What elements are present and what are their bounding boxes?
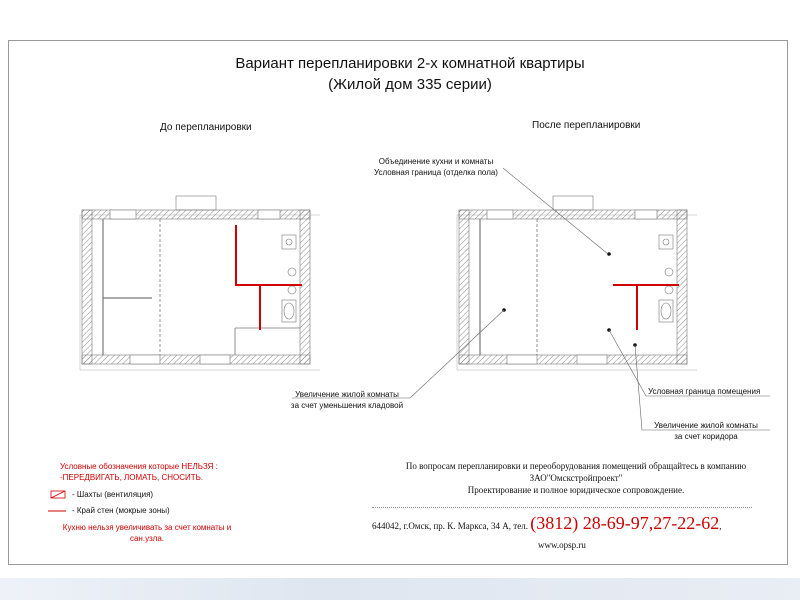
address-line [372, 513, 721, 534]
phone-number: (3812) 28-69-97,27-22-62 [530, 513, 720, 533]
before-label: До перепланировки [160, 122, 252, 133]
storage-annotation-line-1: Увеличение жилой комнаты [295, 390, 399, 399]
contact-separator [372, 507, 752, 508]
corridor-annotation-line-1: Увеличение жилой комнаты [654, 421, 758, 430]
legend-heading-line-1: Условные обозначения которые НЕЛЬЗЯ : [60, 462, 218, 471]
wet-wall-line-icon [48, 508, 68, 514]
legend-kitchen-line-1: Кухню нельзя увеличивать за счет комнаты и [62, 523, 232, 532]
legend-heading-line-2: -ПЕРЕДВИГАТЬ, ЛОМАТЬ, СНОСИТЬ. [60, 473, 204, 482]
storage-annotation-line-2: за счет уменьшения кладовой [290, 401, 404, 410]
corridor-annotation [640, 420, 772, 442]
merge-annotation [365, 156, 507, 178]
merge-annotation-line-1: Объединение кухни и комнаты [378, 157, 494, 166]
after-label: После перепланировки [532, 120, 641, 131]
legend-wet-walls: - Край стен (мокрые зоны) [72, 506, 170, 515]
title-line-2: (Жилой дом 335 серии) [328, 76, 492, 93]
website-link[interactable]: www.opsp.ru [538, 540, 586, 550]
room-boundary-annotation: Условная граница помещения [648, 387, 761, 396]
contact-block [376, 460, 776, 496]
storage-annotation [278, 389, 416, 411]
address-text: 644042, г.Омск, пр. К. Маркса, 34 А, тел. [372, 521, 528, 531]
title-line-1: Вариант перепланировки 2-х комнатной квартиры [235, 55, 585, 72]
shaft-symbol-icon [50, 490, 68, 500]
contact-line-3: Проектирование и полное юридическое сопровождение. [467, 485, 685, 495]
merge-annotation-line-2: Условная граница (отделка пола) [374, 168, 498, 177]
company-name: ЗАО"Омскстройпроект" [529, 473, 623, 483]
legend-shafts: - Шахты (вентиляция) [72, 490, 154, 499]
corridor-annotation-line-2: за счет коридора [674, 432, 738, 441]
legend-heading [60, 461, 240, 483]
phone-suffix: , [719, 521, 722, 531]
contact-line-1: По вопросам перепланировки и переоборудования помещений обращайтесь в компанию [405, 461, 747, 471]
legend-kitchen-line-2: сан.узла. [129, 534, 164, 543]
legend-kitchen-rule [52, 522, 242, 544]
